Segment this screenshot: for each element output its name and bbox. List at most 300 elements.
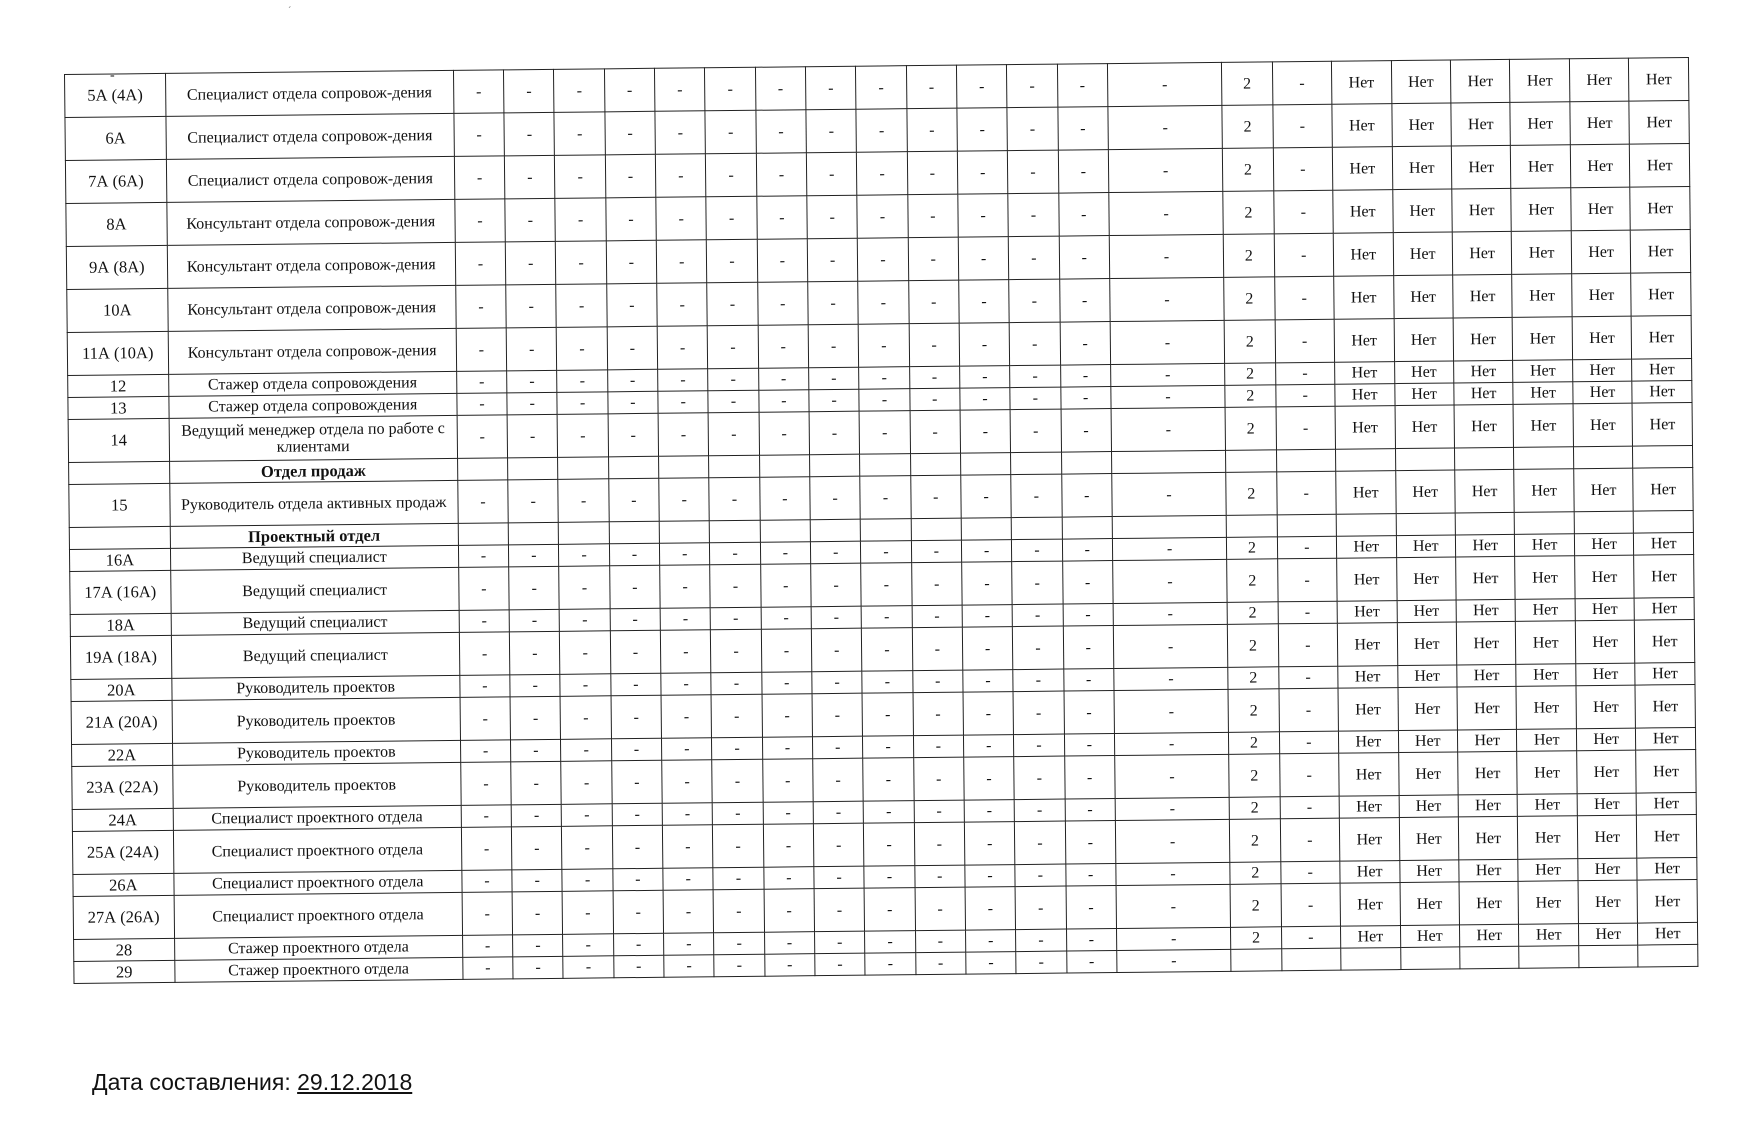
factor-cell: - <box>454 156 505 200</box>
result-cell: Нет <box>1335 384 1395 407</box>
factor-cell: - <box>611 738 662 761</box>
result-cell: Нет <box>1515 534 1575 557</box>
result-cell: Нет <box>1512 274 1572 318</box>
result-cell: Нет <box>1396 557 1456 601</box>
cell-empty <box>1276 449 1336 472</box>
factor-cell: - <box>913 692 964 736</box>
factor-cell: - <box>711 629 762 673</box>
result-cell: Нет <box>1453 317 1513 361</box>
factor-cell: - <box>504 112 555 156</box>
factor-cell: - <box>713 867 764 890</box>
factor-cell: - <box>455 199 506 243</box>
position-title: Специалист проектного отдела <box>173 827 462 873</box>
factor-cell: - <box>459 610 510 633</box>
result-cell: Нет <box>1454 404 1514 448</box>
date-label: Дата составления: <box>92 1069 298 1095</box>
result-cell: Нет <box>1399 817 1459 861</box>
result-cell: Нет <box>1454 360 1514 383</box>
class-cell: 2 <box>1228 667 1279 690</box>
position-title: Ведущий специалист <box>170 545 458 570</box>
cell-empty <box>910 453 961 476</box>
factor-cell: - <box>957 151 1008 195</box>
cell-empty <box>1111 450 1226 473</box>
factor-cell: - <box>1112 537 1227 560</box>
row-number: 19А (18А) <box>70 635 171 679</box>
factor-cell: - <box>613 933 664 956</box>
row-number: 27А (26А) <box>73 895 174 939</box>
factor-cell: - <box>962 562 1013 606</box>
mark-cell: - <box>1274 276 1334 320</box>
factor-cell: - <box>1060 365 1111 388</box>
result-cell <box>1400 947 1460 970</box>
result-cell: Нет <box>1454 382 1514 405</box>
factor-cell: - <box>961 475 1012 519</box>
factor-cell: - <box>863 758 914 802</box>
result-cell: Нет <box>1510 102 1570 146</box>
position-title: Стажер проектного отдела <box>174 957 462 982</box>
factor-cell: - <box>607 326 658 370</box>
result-cell: Нет <box>1453 274 1513 318</box>
factor-cell: - <box>964 800 1015 823</box>
result-cell: Нет <box>1395 405 1455 449</box>
result-cell: Нет <box>1512 231 1572 275</box>
factor-cell: - <box>507 392 558 415</box>
factor-cell: - <box>1012 604 1063 627</box>
factor-cell: - <box>1011 474 1062 518</box>
section-title: Отдел продаж <box>169 458 457 483</box>
factor-cell: - <box>907 151 958 195</box>
factor-cell: - <box>605 111 656 155</box>
result-cell: Нет <box>1332 104 1392 148</box>
row-number: 7А (6А) <box>65 159 166 203</box>
factor-cell: - <box>864 866 915 889</box>
factor-cell: - <box>663 890 714 934</box>
factor-cell: - <box>965 865 1016 888</box>
result-cell: Нет <box>1458 751 1518 795</box>
class-cell: 2 <box>1229 754 1280 798</box>
factor-cell: - <box>1061 409 1112 453</box>
factor-cell: - <box>861 541 912 564</box>
factor-cell: - <box>865 931 916 954</box>
factor-cell: - <box>505 198 556 242</box>
row-number: 18А <box>70 613 171 636</box>
factor-cell: - <box>556 284 607 328</box>
cell-empty <box>508 457 559 480</box>
result-cell: Нет <box>1339 753 1399 797</box>
class-cell: 2 <box>1229 732 1280 755</box>
factor-cell: - <box>1113 559 1228 603</box>
factor-cell: - <box>510 674 561 697</box>
result-cell: Нет <box>1578 923 1638 946</box>
factor-cell: - <box>1110 363 1225 386</box>
factor-cell: - <box>460 740 511 763</box>
result-cell: Нет <box>1517 729 1577 752</box>
result-cell: Нет <box>1455 469 1515 513</box>
position-title: Ведущий специалист <box>171 610 459 635</box>
factor-cell: - <box>959 280 1010 324</box>
factor-cell: - <box>964 822 1015 866</box>
factor-cell: - <box>506 327 557 371</box>
factor-cell: - <box>512 826 563 870</box>
factor-cell: - <box>1012 561 1063 605</box>
factor-cell: - <box>1064 734 1115 757</box>
result-cell: Нет <box>1638 922 1698 945</box>
cell-empty <box>1226 515 1277 538</box>
mark-cell: - <box>1279 731 1339 754</box>
factor-cell: - <box>1111 407 1226 451</box>
factor-cell: - <box>1108 105 1223 149</box>
result-cell: Нет <box>1518 859 1578 882</box>
position-title: Специалист проектного отдела <box>174 892 463 938</box>
factor-cell: - <box>962 627 1013 671</box>
factor-cell: - <box>613 868 664 891</box>
section-title: Проектный отдел <box>170 523 458 548</box>
row-number: 10А <box>67 288 168 332</box>
factor-cell: - <box>556 241 607 285</box>
factor-cell: - <box>1064 756 1115 800</box>
class-cell: 2 <box>1227 559 1278 603</box>
factor-cell: - <box>1010 365 1061 388</box>
cell-empty <box>559 522 610 545</box>
factor-cell: - <box>858 324 909 368</box>
result-cell: Нет <box>1570 101 1630 145</box>
factor-cell: - <box>711 694 762 738</box>
position-title: Ведущий специалист <box>171 632 460 678</box>
factor-cell: - <box>762 672 813 695</box>
factor-cell: - <box>663 868 714 891</box>
factor-cell: - <box>909 366 960 389</box>
result-cell: Нет <box>1398 730 1458 753</box>
result-cell: Нет <box>1334 319 1394 363</box>
factor-cell: - <box>1115 797 1230 820</box>
cell-empty <box>1633 445 1693 468</box>
factor-cell: - <box>604 68 655 112</box>
result-cell: Нет <box>1636 792 1696 815</box>
result-cell <box>1519 946 1579 969</box>
mark-cell: - <box>1272 104 1332 148</box>
result-cell: Нет <box>1630 186 1690 230</box>
factor-cell: - <box>606 240 657 284</box>
class-cell: 2 <box>1230 862 1281 885</box>
factor-cell: - <box>1063 626 1114 670</box>
factor-cell: - <box>512 891 563 935</box>
factor-cell: - <box>710 542 761 565</box>
result-cell: Нет <box>1633 467 1693 511</box>
cell-empty <box>1514 447 1574 470</box>
stray-mark: - <box>110 68 115 83</box>
factor-cell: - <box>1111 385 1226 408</box>
factor-cell: - <box>809 411 860 455</box>
factor-cell: - <box>1012 539 1063 562</box>
factor-cell: - <box>859 389 910 412</box>
factor-cell: - <box>912 670 963 693</box>
result-cell: Нет <box>1637 814 1697 858</box>
factor-cell: - <box>956 65 1007 109</box>
factor-cell: - <box>1015 821 1066 865</box>
cell-empty <box>1062 517 1113 540</box>
result-cell: Нет <box>1637 857 1697 880</box>
factor-cell: - <box>762 759 813 803</box>
class-cell: 2 <box>1227 602 1278 625</box>
factor-cell: - <box>814 888 865 932</box>
factor-cell: - <box>460 697 511 741</box>
factor-cell: - <box>960 388 1011 411</box>
factor-cell: - <box>1016 951 1067 974</box>
factor-cell: - <box>1014 734 1065 757</box>
result-cell: Нет <box>1518 816 1578 860</box>
row-number: 26А <box>73 873 174 896</box>
cell-empty <box>69 526 170 549</box>
factor-cell: - <box>1015 864 1066 887</box>
row-number: 22А <box>72 743 173 766</box>
factor-cell: - <box>1058 150 1109 194</box>
result-cell: Нет <box>1392 189 1452 233</box>
result-cell: Нет <box>1637 879 1697 923</box>
result-cell: Нет <box>1513 360 1573 383</box>
result-cell: Нет <box>1338 666 1398 689</box>
class-cell <box>1231 949 1282 972</box>
factor-cell: - <box>510 631 561 675</box>
factor-cell: - <box>708 325 759 369</box>
result-cell: Нет <box>1335 362 1395 385</box>
factor-cell: - <box>508 479 559 523</box>
factor-cell: - <box>1108 148 1223 192</box>
cell-empty <box>1011 517 1062 540</box>
factor-cell: - <box>856 66 907 110</box>
result-cell: Нет <box>1451 102 1511 146</box>
cell-empty <box>810 519 861 542</box>
stray-mark-top: ´ <box>288 6 292 17</box>
result-cell: Нет <box>1510 59 1570 103</box>
result-cell: Нет <box>1459 924 1519 947</box>
row-number: 14 <box>68 418 169 462</box>
factor-cell: - <box>815 931 866 954</box>
factor-cell: - <box>758 325 809 369</box>
result-cell: Нет <box>1634 532 1694 555</box>
factor-cell: - <box>860 476 911 520</box>
result-cell: Нет <box>1576 685 1636 729</box>
factor-cell: - <box>810 541 861 564</box>
factor-cell: - <box>713 802 764 825</box>
factor-cell: - <box>760 542 811 565</box>
factor-cell: - <box>913 757 964 801</box>
position-title: Специалист отдела сопровож-дения <box>165 70 454 116</box>
cell-empty <box>1455 512 1515 535</box>
cell-empty <box>608 456 659 479</box>
factor-cell: - <box>655 154 706 198</box>
factor-cell: - <box>707 282 758 326</box>
date-value: 29.12.2018 <box>297 1069 413 1095</box>
factor-cell: - <box>714 954 765 977</box>
cell-empty <box>1573 446 1633 469</box>
cell-empty <box>1454 447 1514 470</box>
factor-cell: - <box>662 760 713 804</box>
factor-cell: - <box>806 152 857 196</box>
factor-cell: - <box>510 696 561 740</box>
cell-empty <box>1396 513 1456 536</box>
result-cell: Нет <box>1459 859 1519 882</box>
factor-cell: - <box>863 801 914 824</box>
row-number: 13 <box>68 396 169 419</box>
factor-cell: - <box>958 194 1009 238</box>
factor-cell: - <box>513 934 564 957</box>
result-cell: Нет <box>1635 619 1695 663</box>
factor-cell: - <box>509 609 560 632</box>
factor-cell: - <box>708 368 759 391</box>
result-cell: Нет <box>1516 664 1576 687</box>
mark-cell: - <box>1276 406 1336 450</box>
class-cell: 2 <box>1222 105 1273 149</box>
factor-cell: - <box>912 627 963 671</box>
factor-cell: - <box>458 480 509 524</box>
result-cell: Нет <box>1392 146 1452 190</box>
row-number: 28 <box>74 938 175 961</box>
mark-cell: - <box>1278 666 1338 689</box>
factor-cell: - <box>609 565 660 609</box>
result-cell: Нет <box>1395 470 1455 514</box>
result-cell: Нет <box>1569 58 1629 102</box>
factor-cell: - <box>757 196 808 240</box>
factor-cell: - <box>656 197 707 241</box>
factor-cell: - <box>811 563 862 607</box>
row-number: 6А <box>65 116 166 160</box>
factor-cell: - <box>1116 884 1231 928</box>
result-cell: Нет <box>1573 381 1633 404</box>
factor-cell: - <box>660 565 711 609</box>
factor-cell: - <box>914 822 965 866</box>
factor-cell: - <box>1061 474 1112 518</box>
factor-cell: - <box>511 761 562 805</box>
result-cell: Нет <box>1450 59 1510 103</box>
factor-cell: - <box>463 957 514 980</box>
factor-cell: - <box>859 411 910 455</box>
position-title: Ведущий менеджер отдела по работе с клиентами <box>169 415 458 461</box>
factor-cell: - <box>563 891 614 935</box>
result-cell: Нет <box>1576 663 1636 686</box>
class-cell: 2 <box>1229 797 1280 820</box>
result-cell: Нет <box>1570 144 1630 188</box>
factor-cell: - <box>554 112 605 156</box>
result-cell: Нет <box>1572 359 1632 382</box>
factor-cell: - <box>959 323 1010 367</box>
result-cell: Нет <box>1511 145 1571 189</box>
result-cell: Нет <box>1400 925 1460 948</box>
factor-cell: - <box>908 237 959 281</box>
factor-cell: - <box>657 326 708 370</box>
factor-cell: - <box>511 739 562 762</box>
result-cell: Нет <box>1575 555 1635 599</box>
class-cell: 2 <box>1231 927 1282 950</box>
row-number: 5А (4А) <box>65 73 166 117</box>
factor-cell: - <box>812 693 863 737</box>
result-cell: Нет <box>1513 382 1573 405</box>
cell-empty <box>810 454 861 477</box>
factor-cell: - <box>1113 624 1228 668</box>
factor-cell: - <box>664 955 715 978</box>
mark-cell: - <box>1275 319 1335 363</box>
mark-cell: - <box>1280 818 1340 862</box>
result-cell: Нет <box>1334 276 1394 320</box>
factor-cell: - <box>562 869 613 892</box>
cell-empty <box>458 523 509 546</box>
factor-cell: - <box>557 327 608 371</box>
factor-cell: - <box>457 415 508 459</box>
factor-cell: - <box>756 153 807 197</box>
cell-empty <box>508 522 559 545</box>
factor-cell: - <box>658 391 709 414</box>
cell-empty <box>759 455 810 478</box>
class-cell: 2 <box>1230 884 1281 928</box>
factor-cell: - <box>609 543 660 566</box>
factor-cell: - <box>764 867 815 890</box>
class-cell: 2 <box>1225 407 1276 451</box>
class-cell: 2 <box>1230 819 1281 863</box>
mark-cell: - <box>1277 536 1337 559</box>
cell-empty <box>659 521 710 544</box>
cell-empty <box>1112 515 1227 538</box>
mark-cell: - <box>1278 623 1338 667</box>
factor-cell: - <box>915 887 966 931</box>
factor-cell: - <box>606 197 657 241</box>
factor-cell: - <box>608 391 659 414</box>
row-number: 11А (10А) <box>67 331 168 375</box>
factor-cell: - <box>865 953 916 976</box>
factor-cell: - <box>557 370 608 393</box>
result-cell: Нет <box>1572 316 1632 360</box>
factor-cell: - <box>509 566 560 610</box>
cell-empty <box>558 457 609 480</box>
factor-cell: - <box>1009 279 1060 323</box>
result-cell: Нет <box>1391 103 1451 147</box>
result-cell: Нет <box>1451 145 1511 189</box>
class-cell: 2 <box>1226 472 1277 516</box>
position-title: Руководитель проектов <box>171 675 459 700</box>
factor-cell: - <box>710 564 761 608</box>
result-cell: Нет <box>1571 230 1631 274</box>
factor-cell: - <box>966 952 1017 975</box>
factor-cell: - <box>1016 929 1067 952</box>
factor-cell: - <box>1013 626 1064 670</box>
row-number: 29 <box>74 960 175 983</box>
position-title: Консультант отдела сопровож-дения <box>167 242 456 288</box>
mark-cell: - <box>1275 362 1335 385</box>
factor-cell: - <box>755 67 806 111</box>
result-cell: Нет <box>1515 556 1575 600</box>
position-title: Стажер проектного отдела <box>174 935 462 960</box>
factor-cell: - <box>856 109 907 153</box>
factor-cell: - <box>563 956 614 979</box>
row-number: 15 <box>69 483 170 527</box>
factor-cell: - <box>807 238 858 282</box>
class-cell: 2 <box>1225 385 1276 408</box>
result-cell: Нет <box>1511 188 1571 232</box>
result-cell <box>1579 945 1639 968</box>
cell-empty <box>860 454 911 477</box>
cell-empty <box>1515 512 1575 535</box>
factor-cell: - <box>456 285 507 329</box>
factor-cell: - <box>555 198 606 242</box>
factor-cell: - <box>511 804 562 827</box>
result-cell: Нет <box>1631 272 1691 316</box>
factor-cell: - <box>1116 927 1231 950</box>
factor-cell: - <box>1010 409 1061 453</box>
cell-empty <box>1574 511 1634 534</box>
factor-cell: - <box>1014 799 1065 822</box>
result-cell: Нет <box>1456 621 1516 665</box>
factor-cell: - <box>661 673 712 696</box>
factor-cell: - <box>612 803 663 826</box>
factor-cell: - <box>915 952 966 975</box>
